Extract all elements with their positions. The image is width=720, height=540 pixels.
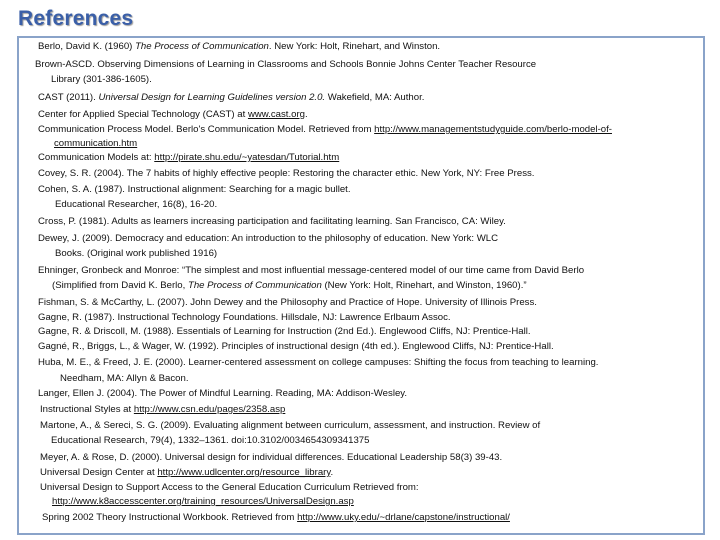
reference-ehninger-line1: Ehninger, Gronbeck and Monroe: “The simplest and most influential message-centered model of our time came from David Berlo (38, 265, 585, 276)
reference-dewey-line2: Books. (Original work published 1916) (55, 248, 218, 259)
reference-gagne-1987: Gagne, R. (1987). Instructional Technology Foundations. Hillsdale, NJ: Lawrence Erlbaum Assoc. (38, 312, 451, 323)
reference-brown-line2: Library (301-386-1605). (51, 74, 152, 85)
reference-fishman: Fishman, S. & McCarthy, L. (2007). John Dewey and the Philosophy and Practice of Hope. University of Illinois Press. (38, 297, 537, 308)
reference-martone-line2: Educational Research, 79(4), 1332–1361. doi:10.3102/0034654309341375 (51, 435, 370, 446)
reference-huba-line2: Needham, MA: Allyn & Bacon. (60, 373, 189, 384)
reference-udl-center: Universal Design Center at http://www.udlcenter.org/resource_library. (40, 467, 334, 478)
reference-spring-2002: Spring 2002 Theory Instructional Workbook. Retrieved from http://www.uky.edu/~drlane/capstone/instructional/ (42, 512, 510, 523)
reference-communication-models: Communication Models at: http://pirate.shu.edu/~yatesdan/Tutorial.htm (38, 152, 340, 163)
reference-gagne-briggs: Gagné, R., Briggs, L., & Wager, W. (1992). Principles of instructional design (4th ed.). Englewood Cliffs, NJ: Prentice-Hall. (38, 341, 554, 352)
uky-link[interactable]: http://www.uky.edu/~drlane/capstone/instructional/ (297, 512, 510, 523)
reference-meyer: Meyer, A. & Rose, D. (2000). Universal design for individual differences. Educational Leadership 58(3) 39-43. (40, 452, 503, 463)
reference-gagne-driscoll: Gagne, R. & Driscoll, M. (1988). Essentials of Learning for Instruction (2nd Ed.). Englewood Cliffs, NJ: Prentice-Hall. (38, 326, 531, 337)
cast-link[interactable]: www.cast.org (247, 109, 305, 120)
page-title: References (18, 7, 134, 30)
csn-link[interactable]: http://www.csn.edu/pages/2358.asp (133, 404, 286, 415)
reference-martone-line1: Martone, A., & Sereci, S. G. (2009). Evaluating alignment between curriculum, assessment, and instruction. Review of (40, 420, 541, 431)
reference-covey: Covey, S. R. (2004). The 7 habits of highly effective people: Restoring the character ethic. New York, NY: Free Press. (38, 168, 535, 179)
reference-instructional-styles: Instructional Styles at http://www.csn.edu/pages/2358.asp (40, 404, 286, 415)
reference-communication-line2 (54, 137, 137, 151)
reference-huba-line1: Huba, M. E., & Freed, J. E. (2000). Learner-centered assessment on college campuses: Shifting the focus from teaching to learning. (38, 357, 599, 368)
reference-cross: Cross, P. (1981). Adults as learners increasing participation and facilitating learning. San Francisco, CA: Wiley. (38, 216, 506, 227)
reference-ehninger-line2: (Simplified from David K. Berlo, The Process of Communication (New York: Holt, Rinehart, and Winston, 1960).” (52, 280, 527, 291)
reference-universal-design-line2 (52, 495, 354, 509)
reference-cast: CAST (2011). Universal Design for Learning Guidelines version 2.0. Wakefield, MA: Author. (38, 92, 425, 103)
reference-berlo: Berlo, David K. (1960) The Process of Communication. New York: Holt, Rinehart, and Winston. (38, 41, 441, 52)
reference-communication-line1: Communication Process Model. Berlo's Communication Model. Retrieved from http://www.managementstudyguide.com/berlo-model-of- (38, 124, 612, 135)
reference-dewey-line1: Dewey, J. (2009). Democracy and education: An introduction to the philosophy of education. New York: WLC (38, 233, 499, 244)
reference-langer: Langer, Ellen J. (2004). The Power of Mindful Learning. Reading, MA: Addison-Wesley. (38, 388, 408, 399)
managementstudyguide-link[interactable]: http://www.managementstudyguide.com/berlo-model-of- (374, 124, 612, 135)
reference-universal-design-line1: Universal Design to Support Access to the General Education Curriculum Retrieved from: (40, 482, 419, 493)
udlcenter-link[interactable]: http://www.udlcenter.org/resource_library (157, 467, 331, 478)
shu-tutorial-link[interactable]: http://pirate.shu.edu/~yatesdan/Tutorial.htm (154, 152, 340, 163)
reference-cohen-line1: Cohen, S. A. (1987). Instructional alignment: Searching for a magic bullet. (38, 184, 351, 195)
reference-cast-center: Center for Applied Special Technology (CAST) at www.cast.org. (38, 109, 308, 120)
k8accesscenter-link[interactable]: http://www.k8accesscenter.org/training_resources/UniversalDesign.asp (52, 496, 354, 507)
managementstudyguide-link-cont[interactable]: communication.htm (54, 138, 138, 149)
reference-brown-line1: Brown-ASCD. Observing Dimensions of Learning in Classrooms and Schools Bonnie Johns Center Teacher Resource (35, 59, 537, 70)
reference-cohen-line2: Educational Researcher, 16(8), 16-20. (55, 199, 218, 210)
